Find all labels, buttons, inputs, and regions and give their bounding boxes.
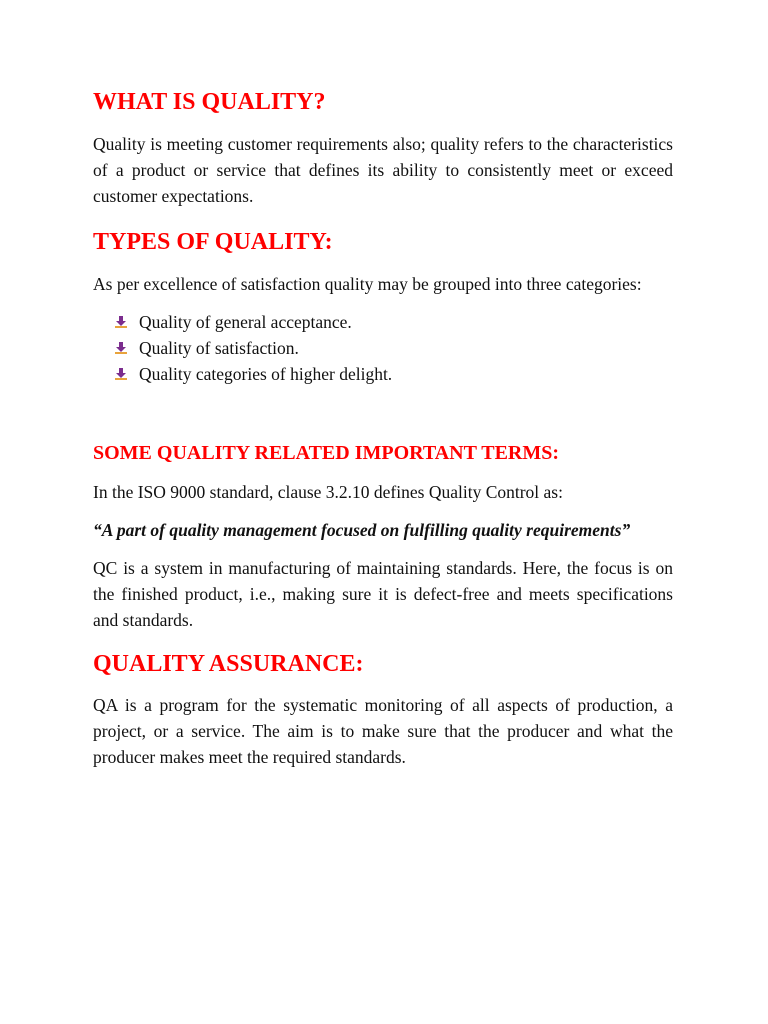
quality-types-list	[93, 309, 673, 387]
down-arrow-bullet-icon	[115, 342, 127, 354]
paragraph-qa-description: QA is a program for the systematic monitoring of all aspects of production, a project, or a service. The aim is to make sure that the producer and what the producer makes meet the required standards.	[93, 695, 673, 767]
list-item-label: Quality categories of higher delight.	[139, 364, 393, 384]
quote-quality-control: “A part of quality management focused on fulfilling quality requirements”	[93, 520, 631, 540]
heading-quality-assurance: QUALITY ASSURANCE:	[93, 651, 364, 677]
heading-what-is-quality: WHAT IS QUALITY?	[93, 89, 326, 115]
paragraph-iso-intro: In the ISO 9000 standard, clause 3.2.10 defines Quality Control as:	[93, 482, 563, 502]
list-item	[115, 309, 673, 335]
paragraph-types-intro: As per excellence of satisfaction quality may be grouped into three categories:	[93, 274, 642, 294]
list-item	[115, 335, 673, 361]
list-item-label: Quality of general acceptance.	[139, 312, 352, 332]
down-arrow-bullet-icon	[115, 368, 127, 380]
paragraph-qc-description: QC is a system in manufacturing of maintaining standards. Here, the focus is on the finished product, i.e., making sure it is defect-free and meets specifications and standards.	[93, 558, 673, 630]
list-item	[115, 361, 673, 387]
document-page	[93, 86, 673, 770]
list-item-label: Quality of satisfaction.	[139, 338, 299, 358]
heading-important-terms: SOME QUALITY RELATED IMPORTANT TERMS:	[93, 442, 560, 464]
paragraph-quality-definition: Quality is meeting customer requirements also; quality refers to the characteristics of a product or service that defines its ability to consistently meet or exceed customer expectations.	[93, 134, 673, 206]
down-arrow-bullet-icon	[115, 316, 127, 328]
heading-types-of-quality: TYPES OF QUALITY:	[93, 229, 333, 255]
